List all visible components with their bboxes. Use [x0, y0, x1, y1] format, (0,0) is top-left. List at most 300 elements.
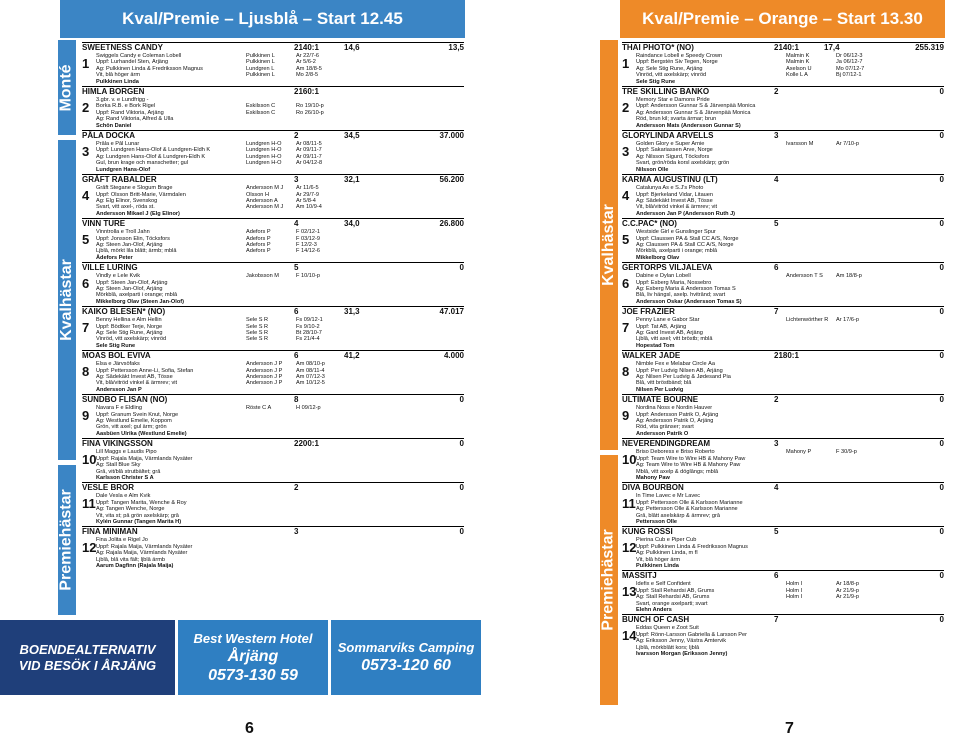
odds-2: 0	[939, 307, 944, 317]
line-driver	[786, 248, 836, 254]
start-number: 2	[622, 100, 630, 116]
race-entry	[622, 350, 944, 393]
line-info: Vit, vita st; på grön axelskärp; grå	[96, 512, 179, 519]
race-entry	[82, 394, 464, 437]
horse-name: PÅLA DOCKA	[82, 131, 136, 141]
line-race: År 09/11-7	[296, 147, 322, 154]
entry-line	[636, 513, 944, 519]
line-driver: Ådefors P	[246, 235, 271, 242]
line-race	[296, 116, 464, 122]
line-info: Äg: Elg Elinor, Svenskog	[96, 197, 158, 204]
line-info: Äg: Nilsson Sigurd, Töcksfors	[636, 153, 710, 160]
entry-header	[622, 218, 944, 229]
horse-name: BUNCH OF CASH	[622, 615, 690, 625]
line-driver	[786, 380, 836, 386]
line-info: Uppf: Steen Jan-Olof, Årjäng	[96, 279, 168, 286]
line-driver: Lundgren H-O	[246, 141, 282, 148]
line-info: Blå, liv hängsl, axelp. hvitrånd; svart	[636, 292, 726, 299]
line-info: Memory Star e Damons Pride	[636, 97, 710, 104]
odds-2: 56.200	[439, 175, 464, 185]
line-info: Dabine e Dylan Lobell	[636, 273, 691, 280]
line-driver: Kolle L A	[786, 72, 808, 79]
line-info: Äg: Andersson Patrik O, Årjäng	[636, 418, 714, 425]
trainer: Mikkelborg Olav (Steen Jan-Olof)	[96, 298, 184, 305]
line-race: F 30/9-p	[836, 449, 857, 456]
entry-header	[82, 306, 464, 317]
entry-header	[82, 174, 464, 185]
odds-1	[824, 219, 884, 229]
line-info: Eddas Queen e Zoot Suit	[636, 625, 699, 632]
entry-header	[622, 262, 944, 273]
race-entry	[622, 526, 944, 569]
odds-2: 47.017	[439, 307, 464, 317]
distance: 3	[774, 131, 779, 141]
line-driver	[786, 116, 836, 122]
odds-2: 0	[939, 87, 944, 97]
line-race: H 09/12-p	[296, 405, 321, 412]
line-info: Swiggels Candy e Coleman Lobell	[96, 53, 182, 59]
start-number: 9	[82, 408, 90, 424]
line-driver	[246, 116, 296, 122]
horse-name: GLORYLINDA ARVELLS	[622, 131, 714, 141]
line-race	[296, 513, 464, 519]
horse-name: ULTIMATE BOURNE	[622, 395, 699, 405]
odds-1: 14,6	[344, 43, 360, 52]
start-number: 1	[82, 56, 90, 71]
start-number: 8	[82, 364, 90, 380]
trainer: Andersson Jan P (Andersson Ruth J)	[636, 210, 736, 217]
line-info: Äg: Claussen PA & Stall CC A/S, Norge	[636, 241, 734, 248]
line-race	[296, 557, 464, 563]
race-entry	[82, 438, 464, 481]
entry-line	[636, 469, 944, 475]
trainer: Pulkkinen Linda	[96, 78, 139, 85]
line-info: Vit, blå höger ärm	[96, 72, 141, 79]
line-driver: Ådefors P	[246, 248, 271, 255]
line-info: Uppf: Bergstén Siv Tegen, Norge	[636, 59, 718, 66]
entry-header	[82, 42, 464, 53]
entry-header	[622, 526, 944, 537]
odds-1: 34,5	[344, 131, 360, 141]
entry-header	[622, 570, 944, 581]
line-driver: Axelson U	[786, 65, 812, 72]
distance: 2	[774, 395, 779, 405]
line-race	[836, 292, 944, 298]
left-header: Kval/Premie – Ljusblå – Start 12.45	[60, 0, 465, 38]
line-info: Äg: Sele Stig Rune, Årjäng	[96, 330, 163, 336]
start-number: 11	[82, 496, 96, 512]
entry-line	[636, 336, 944, 342]
line-driver: Lichtenwörther R	[786, 317, 829, 324]
odds-1	[824, 615, 884, 625]
line-info: Briso Deboress e Briso Roberto	[636, 449, 715, 456]
odds-2: 0	[939, 395, 944, 405]
trainer: Andersson Jan P	[96, 386, 142, 393]
line-driver	[786, 645, 836, 651]
line-info: Raindance Lobell e Speedy Crown	[636, 53, 723, 59]
line-race	[836, 204, 944, 210]
line-info: Äg: Gard Invest AB, Årjäng	[636, 330, 703, 336]
horse-name: GERTORPS VILJALEVA	[622, 263, 713, 273]
line-info: Vit, blå/vitröd vinkel & ärmrev; vit	[96, 380, 178, 387]
line-info: Uppf: Rand Viktoria, Årjäng	[96, 109, 164, 116]
line-info: Äg: Team Wire to Wire HB & Mahony Paw	[636, 462, 741, 469]
line-info: Pråla e Pål Lunar	[96, 141, 140, 148]
line-info: Röd, vita gränser; svart	[636, 424, 694, 431]
line-race	[836, 248, 944, 254]
line-driver	[786, 557, 836, 563]
line-info: Svart, vitt axel-, röda st.	[96, 204, 155, 211]
trainer: Kylén Gunnar (Tangen Marita H)	[96, 518, 182, 525]
distance: 2	[294, 483, 299, 493]
page-number-right: 7	[785, 720, 794, 737]
line-driver: Sele S R	[246, 323, 269, 330]
odds-2: 0	[939, 219, 944, 229]
race-entry	[622, 174, 944, 217]
line-race: F 03/12-9	[296, 235, 320, 242]
distance: 2	[774, 87, 779, 97]
odds-2: 0	[939, 615, 944, 625]
line-info: Fina Jolita e Rigel Jo	[96, 537, 148, 544]
odds-2: 0	[459, 483, 464, 493]
trainer: Sele Stig Rune	[96, 342, 136, 349]
trainer: Aasbüen Ulrika (Westlund Emelie)	[96, 430, 187, 437]
odds-2: 26.800	[439, 219, 464, 229]
horse-name: VINN TURE	[82, 219, 126, 229]
horse-name: FINA VIKINGSSON	[82, 439, 153, 449]
right-entries	[622, 42, 944, 712]
line-driver: Andersson J P	[246, 374, 283, 381]
line-race: År 21/9-p	[836, 594, 860, 601]
trainer: Pettersson Olle	[636, 518, 678, 525]
line-race: Bj 07/12-1	[836, 72, 862, 79]
line-info: Golden Glory e Super Arnie	[636, 141, 705, 148]
line-info: Grå, vit/blå strutbältet; grå	[96, 468, 161, 475]
line-info: Gråft Stegane e Slogum Brage	[96, 185, 173, 192]
line-race	[836, 645, 944, 651]
line-driver: Sele S R	[246, 317, 269, 324]
entry-header	[622, 86, 944, 97]
line-race: År 08/11-5	[296, 141, 322, 148]
odds-1	[344, 395, 404, 405]
line-info: Äg: Sele Stig Rune, Årjäng	[636, 65, 703, 72]
line-race: Ja 06/12-7	[836, 59, 863, 66]
entry-line	[636, 557, 944, 563]
line-driver: Andersson J P	[246, 367, 283, 374]
entry-header	[622, 394, 944, 405]
entry-line	[96, 72, 464, 78]
line-info: Grön, vitt axel; gul ärm; grön	[96, 424, 167, 431]
start-number: 7	[82, 320, 90, 336]
line-info: Äg: Andersson Gunnar S & Järvenpää Monica	[636, 109, 751, 116]
entry-header	[82, 438, 464, 449]
distance: 2160:1	[294, 87, 319, 97]
line-info: Dale Vesla e Alm Kvik	[96, 493, 151, 500]
distance: 2	[294, 131, 299, 141]
horse-name: TRE SKILLING BANKO	[622, 87, 710, 97]
trainer: Aarum Dagfinn (Rajala Maija)	[96, 562, 174, 569]
line-info: Borka R.B. e Bork Rigel	[96, 103, 156, 110]
odds-1	[344, 439, 404, 449]
line-race: Åm 18/8-p	[836, 273, 862, 280]
distance: 8	[294, 395, 299, 405]
start-number: 4	[82, 188, 90, 204]
line-info: Lill Maggs e Laudis Pipo	[96, 449, 157, 456]
line-driver: Pulkkinen L	[246, 59, 275, 66]
line-driver: Pulkkinen L	[246, 72, 275, 79]
ad-boende: BOENDEALTERNATIV VID BESÖK I ÅRJÄNG	[0, 620, 175, 695]
odds-1	[824, 175, 884, 185]
trainer: Mikkelborg Olav	[636, 254, 680, 261]
line-info: Mörkblå, axelparti i orange; mblå	[96, 292, 178, 299]
line-driver: Andersson M J	[246, 185, 284, 192]
line-driver: Malmin K	[786, 59, 810, 66]
line-driver: Holm I	[786, 594, 803, 601]
odds-1: 17,4	[824, 43, 840, 52]
line-race: Fs 21/4-4	[296, 336, 320, 343]
line-driver	[246, 424, 296, 430]
horse-name: GRÅFT RABALDER	[82, 175, 157, 185]
line-info: Vit, blå höger ärm	[636, 556, 681, 563]
right-header: Kval/Premie – Orange – Start 13.30	[620, 0, 945, 38]
line-driver: Mahony P	[786, 449, 812, 456]
entry-line	[96, 380, 464, 386]
race-entry	[622, 438, 944, 481]
line-info: Äg: Pulkkinen Linda, m fl	[636, 550, 698, 557]
horse-name: KUNG ROSSI	[622, 527, 673, 537]
start-number: 12	[622, 540, 637, 556]
line-info: Uppf: Per Ludvig Nilsen AB, Årjäng	[636, 367, 723, 374]
page-number-left: 6	[245, 720, 254, 737]
line-race	[296, 424, 464, 430]
odds-2: 37.000	[439, 131, 464, 141]
horse-name: SWEETNESS CANDY	[82, 43, 163, 52]
race-entry	[622, 130, 944, 173]
odds-1: 31,3	[344, 307, 360, 317]
line-driver: Andersson M J	[246, 204, 284, 211]
horse-name: MASSITJ	[622, 571, 657, 581]
start-number: 3	[82, 144, 90, 160]
entry-header	[82, 394, 464, 405]
line-driver: Lundgren H-O	[246, 147, 282, 154]
line-info: Vinröd, vitt axelskärp; vinröd	[96, 336, 167, 343]
entry-header	[622, 174, 944, 185]
entry-header	[82, 482, 464, 493]
horse-name: THAI PHOTO* (NO)	[622, 43, 694, 52]
line-race: F 02/12-1	[296, 229, 320, 236]
trainer: Ivarsson Morgan (Eriksson Jenny)	[636, 651, 728, 658]
line-info: Uppf: Tat AB, Årjäng	[636, 323, 687, 330]
line-race: År 29/7-9	[296, 191, 320, 198]
line-driver: Eskilsson C	[246, 103, 276, 110]
odds-2: 0	[939, 131, 944, 141]
odds-1	[824, 439, 884, 449]
distance: 6	[774, 263, 779, 273]
line-info: Vinntrolla e Troll Jahn	[96, 229, 150, 236]
distance: 2140:1	[774, 43, 799, 52]
line-race: Mo 07/12-7	[836, 65, 865, 72]
line-info: Uppf: Granum Svein Knut, Norge	[96, 411, 179, 418]
distance: 4	[774, 175, 779, 185]
trainer: Andersson Patrik O	[636, 430, 689, 437]
trainer: Lundgren Hans-Olof	[96, 166, 151, 173]
start-number: 7	[622, 320, 630, 336]
start-number: 10	[82, 452, 97, 468]
line-driver: Lundgren L	[246, 65, 275, 72]
horse-name: DIVA BOURBON	[622, 483, 684, 493]
start-number: 9	[622, 408, 630, 424]
line-race: År 5/6-2	[296, 59, 316, 66]
line-driver: Lundgren H-O	[246, 160, 282, 167]
race-entry	[622, 42, 944, 85]
odds-2: 0	[459, 395, 464, 405]
race-entry	[82, 306, 464, 349]
distance: 7	[774, 307, 779, 317]
line-race	[296, 292, 464, 298]
trainer: Elehn Anders	[636, 607, 672, 613]
line-info: Nordina Noss e Nordin Hauver	[636, 405, 713, 412]
line-info: Uppf: Lurhandel Sten, Årjäng	[96, 59, 169, 66]
line-race: Fs 9/10-2	[296, 323, 320, 330]
race-entry	[622, 394, 944, 437]
line-info: Vindly e Lele Kvik	[96, 273, 141, 280]
line-race: F 10/10-p	[296, 273, 320, 280]
side-tab-kvalhastar: Kvalhästar	[58, 140, 76, 460]
line-info: Uppf: Rajala Maija, Värmlands Nysäter	[96, 455, 193, 462]
line-driver	[786, 469, 836, 475]
line-race: År 18/8-p	[836, 581, 860, 588]
start-number: 14	[622, 628, 637, 644]
line-driver: Andersson J P	[246, 361, 283, 368]
line-race	[836, 424, 944, 430]
horse-name: KARMA AUGUSTINU (LT)	[622, 175, 718, 185]
line-driver: Malmin K	[786, 53, 810, 59]
line-race	[836, 557, 944, 563]
entry-header	[622, 306, 944, 317]
line-driver	[786, 204, 836, 210]
distance: 2180:1	[774, 351, 799, 361]
line-driver: Lundgren H-O	[246, 153, 282, 160]
ad-sommarviks: Sommarviks Camping 0573-120 60	[331, 620, 481, 695]
line-info: Röd, brun kil; svarta ärmar; brun	[636, 116, 717, 123]
side-tab-premiehastar: Premiehästar	[58, 465, 76, 615]
odds-1	[824, 527, 884, 537]
line-info: Uppf: Rajala Maija, Värmlands Nysäter	[96, 543, 193, 550]
distance: 4	[774, 483, 779, 493]
distance: 7	[774, 615, 779, 625]
start-number: 5	[82, 232, 90, 248]
distance: 5	[774, 219, 779, 229]
line-race: Ro 19/10-p	[296, 103, 324, 110]
line-info: Gul, brun krage och manschetter; gul	[96, 160, 189, 167]
race-entry	[82, 42, 464, 85]
line-info: Penny Lane e Gabor Star	[636, 317, 700, 324]
odds-1	[824, 351, 884, 361]
line-info: Äg: Nilsen Per Ludvig & Jødesand Pia	[636, 374, 731, 381]
entry-line	[96, 248, 464, 254]
line-info: Uppf: Sakariassen Arve, Norge	[636, 147, 713, 154]
entry-header	[82, 218, 464, 229]
odds-2: 0	[939, 263, 944, 273]
line-info: Äg: Rajala Maija, Värmlands Nysäter	[96, 550, 188, 557]
start-number: 1	[622, 56, 630, 71]
odds-2: 0	[939, 439, 944, 449]
start-number: 8	[622, 364, 630, 380]
horse-name: JOE FRAZIER	[622, 307, 675, 317]
side-tab-premiehastar-right: Premiehästar	[600, 455, 618, 705]
entry-line	[96, 160, 464, 166]
line-driver	[246, 469, 296, 475]
entry-line	[96, 116, 464, 122]
left-entries	[82, 42, 464, 617]
line-info: Ljblå, mörkblått kors; ljblå	[636, 644, 700, 651]
trainer: Nilsen Per Ludvig	[636, 386, 684, 393]
line-info: Äg: Lundgren Hans-Olof & Lundgren-Eldh K	[96, 153, 206, 160]
entry-header	[622, 350, 944, 361]
trainer: Ådefors Peter	[96, 254, 133, 261]
entry-header	[622, 482, 944, 493]
race-entry	[82, 350, 464, 393]
horse-name: C.C.PAC* (NO)	[622, 219, 677, 229]
line-race	[836, 513, 944, 519]
trainer: Sele Stig Rune	[636, 78, 676, 85]
line-race: Bt 28/10-7	[296, 330, 322, 336]
race-entry	[622, 262, 944, 305]
odds-2: 0	[939, 571, 944, 581]
horse-name: KAIKO BLESEN* (NO)	[82, 307, 166, 317]
trainer: Hopestad Tom	[636, 342, 675, 349]
odds-2: 13,5	[448, 43, 464, 52]
line-driver: Jakobsson M	[246, 273, 279, 280]
side-tab-monte: Monté	[58, 40, 76, 135]
line-info: Äg: Pulkkinen Linda & Fredriksson Magnus	[96, 65, 203, 72]
line-race: År 22/7-6	[296, 53, 320, 59]
distance: 3	[294, 175, 299, 185]
line-info: In Time Lavec e Mr Lavec	[636, 493, 701, 500]
line-info: Uppf: Tangen Marita, Wenche & Roy	[96, 499, 187, 506]
line-driver: Röste C A	[246, 405, 272, 412]
line-race	[836, 160, 944, 166]
entry-header	[82, 262, 464, 273]
odds-1	[344, 483, 404, 493]
entry-line	[636, 248, 944, 254]
line-race: År 17/6-p	[836, 317, 860, 324]
horse-name: NEVERENDINGDREAM	[622, 439, 711, 449]
line-info: Uppf: Andersson Gunnar S & Järvenpää Monica	[636, 103, 756, 110]
race-entry	[82, 526, 464, 569]
line-race: Åm 10/9-4	[296, 204, 322, 211]
line-info: Äg: Sådekäkt Invest AB, Tösse	[636, 197, 713, 204]
line-driver	[786, 601, 836, 607]
trainer: Andersson Mikael J (Elg Elinor)	[96, 210, 180, 217]
race-entry	[622, 306, 944, 349]
entry-line	[636, 72, 944, 78]
line-info: Vinröd, vitt axelskärp; vinröd	[636, 72, 707, 79]
line-driver: Ådefors P	[246, 241, 271, 248]
line-info: Westside Girl e Gunslinger Spur	[636, 229, 716, 236]
line-race	[836, 336, 944, 342]
race-entry	[622, 482, 944, 525]
line-race: Åm 08/11-4	[296, 367, 325, 374]
start-number: 13	[622, 584, 637, 600]
trainer: Mahony Paw	[636, 474, 670, 481]
line-info: Uppf: Pettersson Olle & Karlsson Marianne	[636, 499, 743, 506]
trainer: Andersson Mats (Andersson Gunnar S)	[636, 122, 741, 129]
entry-header	[622, 130, 944, 141]
distance: 3	[774, 439, 779, 449]
entry-line	[96, 336, 464, 342]
line-info: Äg: Esberg Maria & Andersson Tomas S	[636, 285, 736, 292]
